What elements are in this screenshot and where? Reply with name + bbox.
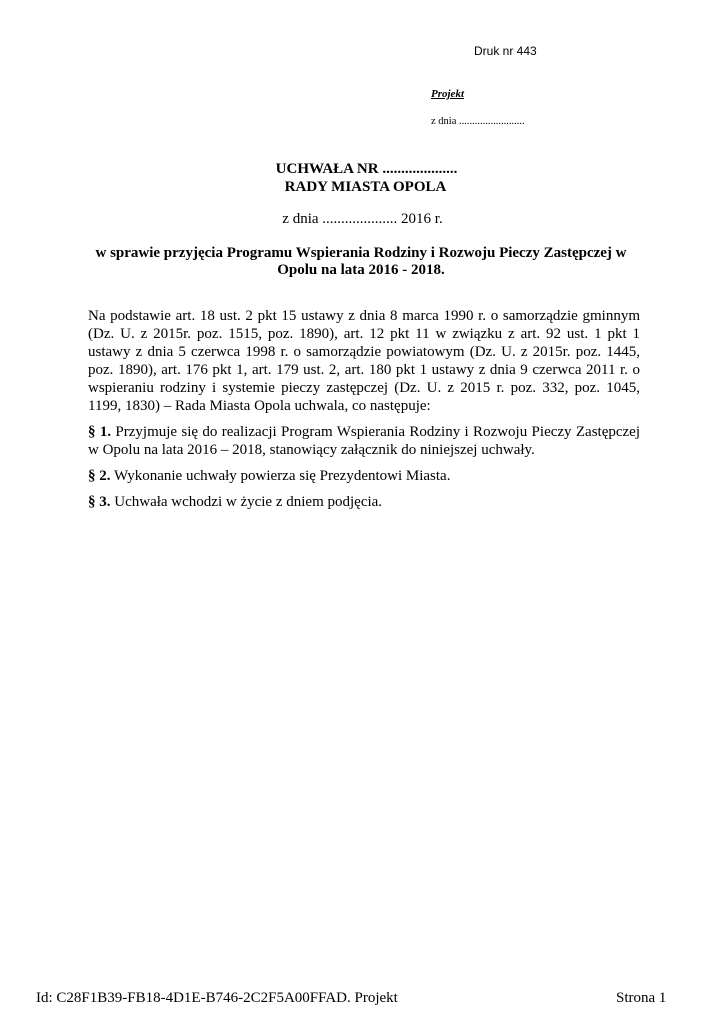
resolution-number: UCHWAŁA NR .................... bbox=[275, 161, 458, 177]
print-number: Druk nr 443 bbox=[474, 44, 537, 58]
paragraph-3-symbol: § 3. bbox=[88, 494, 111, 510]
paragraph-1 bbox=[88, 423, 640, 459]
subject-line-1: w sprawie przyjęcia Programu Wspierania Rodziny i Rozwoju Pieczy Zastępczej w bbox=[95, 245, 627, 261]
paragraph-2-text: Wykonanie uchwały powierza się Prezydentowi Miasta. bbox=[110, 468, 451, 484]
resolution-body bbox=[88, 307, 640, 519]
draft-date: z dnia ......................... bbox=[431, 116, 525, 127]
paragraph-1-symbol: § 1. bbox=[88, 424, 112, 440]
paragraph-1-text: Przyjmuje się do realizacji Program Wspierania Rodziny i Rozwoju Pieczy Zastępczej w Opolu na lata 2016 – 2018, stanowiący załącznik do niniejszej uchwały. bbox=[88, 424, 640, 458]
council-name: RADY MIASTA OPOLA bbox=[284, 179, 447, 195]
draft-label: Projekt bbox=[431, 88, 464, 100]
document-id: Id: C28F1B39-FB18-4D1E-B746-2C2F5A00FFAD. Projekt bbox=[36, 990, 398, 1006]
paragraph-3 bbox=[88, 493, 640, 511]
subject-line-2: Opolu na lata 2016 - 2018. bbox=[277, 262, 445, 278]
resolution-subject bbox=[88, 245, 634, 279]
paragraph-2-symbol: § 2. bbox=[88, 468, 111, 484]
legal-basis-preamble: Na podstawie art. 18 ust. 2 pkt 15 ustawy z dnia 8 marca 1990 r. o samorządzie gminnym (Dz. U. z 2015r. poz. 1515, poz. 1890), art. 12 pkt 11 w związku z art. 92 ust. 1 pkt 1 ustawy z dnia 5 czerwca 1998 r. o samorządzie powiatowym (Dz. U. z 2015r. poz. 1445, poz. 1890), art. 176 pkt 1, art. 179 ust. 2, art. 180 pkt 1 ustawy z dnia 9 czerwca 2011 r. o wspieraniu rodziny i systemie pieczy zastępczej (Dz. U. z 2015 r. poz. 332, poz. 1045, 1199, 1830) – Rada Miasta Opola uchwala, co następuje: bbox=[88, 308, 640, 414]
paragraph-3-text: Uchwała wchodzi w życie z dniem podjęcia. bbox=[110, 494, 383, 510]
paragraph-2 bbox=[88, 467, 640, 485]
resolution-date: z dnia .................... 2016 r. bbox=[282, 211, 443, 227]
page-number: Strona 1 bbox=[616, 990, 667, 1006]
resolution-title bbox=[0, 160, 725, 196]
